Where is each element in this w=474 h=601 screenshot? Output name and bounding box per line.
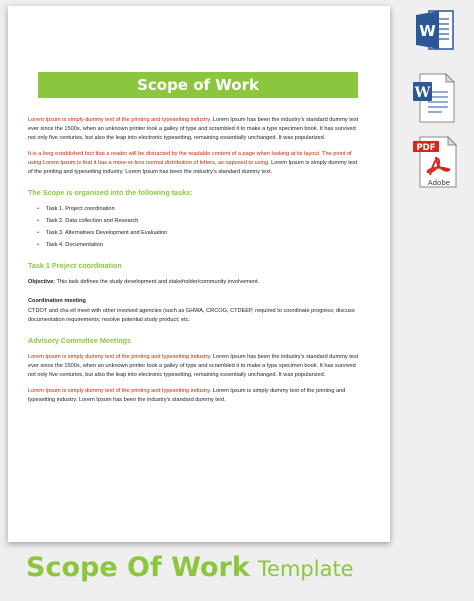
- word-icon-letter: W: [419, 22, 436, 40]
- intro-paragraph-1-lead: Lorem Ipsum is simply dummy text of the printing and typesetting industry.: [28, 117, 212, 123]
- coordination-paragraph: CTDOT and cha ell meet with other involved agencies (such as GHWA, CRCOG, CTDEEP, required to coordinate progress; discuss documentation requirements; resolve potential study product; etc.: [28, 307, 355, 323]
- intro-paragraph-1: [28, 116, 360, 143]
- advisory-paragraph-1-lead: Lorem Ipsum is simply dummy text of the printing and typesetting industry.: [28, 353, 212, 360]
- document-page: [8, 6, 390, 542]
- template-title: [26, 552, 354, 583]
- task-list: [28, 205, 360, 250]
- task-list-item: • Task 1. Project coordination: [28, 205, 360, 214]
- word-classic-icon[interactable]: [412, 72, 456, 124]
- document-title-banner: [38, 72, 358, 98]
- objective-paragraph: [28, 278, 360, 287]
- advisory-paragraph-1: [28, 353, 360, 380]
- template-title-sub: Template: [257, 557, 354, 581]
- word-classic-icon-letter: W: [414, 85, 431, 101]
- advisory-paragraph-1-rest: Lorem Ipsum has been the industry's standard dummy text ever since the 1500s, when an unknown printer took a galley of type and scrambled it to make a type specimen book. It has survived not only five centuries, but also the leap into electronic typesetting, remaining essentially unchanged. It was popularized.: [28, 353, 359, 378]
- advisory-paragraph-2: [28, 387, 360, 405]
- intro-paragraph-1-rest: Lorem Ipsum has been the industry's standard dummy text ever since the 1500s, when an unknown printer took a galley of type and scrambled it to make a type specimen book. It has survived not only five centuries, but also the leap into electronic typesetting, remaining essentially unchanged. It was popularized.: [28, 117, 359, 142]
- pdf-document-icon[interactable]: [412, 135, 458, 189]
- task-list-item: • Task 2. Data collection and Research: [28, 217, 360, 226]
- pdf-icon-label: PDF: [416, 143, 436, 153]
- word-document-icon[interactable]: [415, 8, 455, 52]
- adobe-icon-label: Adobe: [427, 179, 451, 187]
- tasks-heading: The Scope is organized into the following tasks:: [28, 188, 193, 198]
- objective-text: This task defines the study development and stakeholder/community involvement.: [55, 278, 260, 285]
- advisory-paragraph-2-lead: Lorem Ipsum is simply dummy text of the printing and typesetting industry.: [28, 387, 212, 394]
- intro-paragraph-2-rest: Lorem Ipsum is simply dummy text of the printing and typesetting industry. Lorem Ipsum has been the industry's standard dummy text.: [28, 160, 358, 176]
- document-body: [28, 116, 360, 412]
- document-title: Scope of Work: [137, 76, 259, 94]
- task-list-item: • Task 4. Documentation: [28, 241, 360, 250]
- task-list-item: • Task 3. Alternatives Development and Evaluation: [28, 229, 360, 238]
- coordination-heading: Coordination meeting: [28, 297, 86, 304]
- advisory-paragraph-2-rest: Lorem Ipsum is simply dummy text of the printing and typesetting industry. Lorem Ipsum has been the industry's standard dummy text.: [28, 387, 346, 403]
- intro-paragraph-2-lead: It is a long established fact that a reader will be distracted by the readable content of a page when looking at its layout. The point of using Lorem Ipsum is that it has a more-or-less normal distribution of letters, as opposed to using.: [28, 151, 352, 167]
- task1-heading: Task 1 Project coordination: [28, 261, 122, 271]
- intro-paragraph-2: [28, 150, 360, 177]
- objective-label: Objective:: [28, 278, 56, 285]
- advisory-heading: Advisory Committee Meetings: [28, 335, 132, 345]
- template-title-main: Scope Of Work: [26, 552, 250, 583]
